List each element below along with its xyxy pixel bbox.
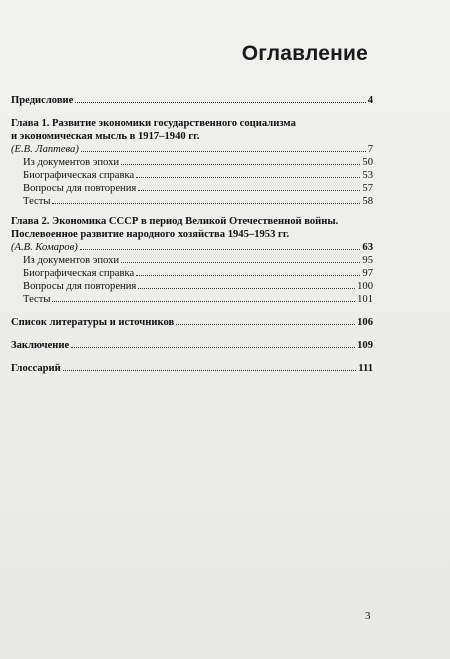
dot-leader — [52, 203, 360, 204]
toc-entry — [11, 195, 373, 208]
toc-entry-label: Из документов эпохи — [23, 255, 120, 266]
dot-leader — [138, 190, 360, 191]
toc-entry-page: 4 — [367, 95, 373, 106]
toc-entry-label: Предисловие — [11, 95, 74, 106]
toc-entry-author — [11, 143, 373, 156]
chapter-title: и экономическая мысль в 1917–1940 гг. — [11, 131, 200, 142]
dot-leader — [176, 324, 355, 325]
toc-entry-label: Тесты — [23, 196, 51, 207]
dot-leader — [75, 102, 365, 103]
toc-entry-page: 53 — [362, 170, 373, 181]
toc-entry-label: Заключение — [11, 340, 70, 351]
toc-entry — [11, 182, 373, 195]
dot-leader — [52, 301, 355, 302]
toc-entry-label: Из документов эпохи — [23, 157, 120, 168]
page-title: Оглавление — [241, 42, 368, 65]
toc-entry-label: Список литературы и источников — [11, 317, 175, 328]
dot-leader — [138, 288, 355, 289]
toc-entry-label: Биографическая справка — [23, 170, 135, 181]
toc-entry-page: 50 — [362, 157, 373, 168]
toc-chapter-1 — [11, 117, 373, 208]
toc-entry-page: 58 — [362, 196, 373, 207]
dot-leader — [71, 347, 355, 348]
toc-entry-preface — [11, 94, 373, 107]
toc-entry-label: Биографическая справка — [23, 268, 135, 279]
table-of-contents — [11, 94, 373, 375]
toc-entry-page: 109 — [357, 340, 373, 351]
toc-entry-label: Вопросы для повторения — [23, 183, 137, 194]
toc-entry-page: 57 — [362, 183, 373, 194]
toc-entry — [11, 267, 373, 280]
toc-entry-label: Тесты — [23, 294, 51, 305]
page-number: 3 — [365, 610, 371, 622]
toc-entry-page: 95 — [362, 255, 373, 266]
toc-entry-conclusion — [11, 339, 373, 352]
toc-entry-page: 106 — [357, 317, 373, 328]
dot-leader — [121, 164, 360, 165]
dot-leader — [80, 249, 361, 250]
dot-leader — [81, 151, 366, 152]
toc-entry-page: 100 — [357, 281, 373, 292]
toc-entry-page: 101 — [357, 294, 373, 305]
author-name: (Е.В. Лаптева) — [11, 144, 79, 155]
toc-chapter-2 — [11, 215, 373, 306]
toc-entry — [11, 156, 373, 169]
toc-entry-author — [11, 241, 373, 254]
chapter-title: Послевоенное развитие народного хозяйства 1945–1953 гг. — [11, 229, 290, 240]
chapter-title: Глава 1. Развитие экономики государственного социализма — [11, 118, 296, 129]
toc-entry-label: Вопросы для повторения — [23, 281, 137, 292]
toc-entry-label: Глоссарий — [11, 363, 61, 374]
toc-entry — [11, 169, 373, 182]
dot-leader — [121, 262, 360, 263]
toc-entry-page: 111 — [358, 363, 373, 374]
toc-entry-page: 97 — [362, 268, 373, 279]
toc-entry-page: 63 — [362, 242, 373, 253]
dot-leader — [63, 370, 357, 371]
dot-leader — [136, 177, 360, 178]
toc-entry — [11, 280, 373, 293]
toc-entry-page: 7 — [367, 144, 373, 155]
dot-leader — [136, 275, 360, 276]
toc-entry-glossary — [11, 362, 373, 375]
chapter-title: Глава 2. Экономика СССР в период Великой Отечественной войны. — [11, 216, 339, 227]
toc-entry-bibliography — [11, 316, 373, 329]
toc-entry — [11, 254, 373, 267]
author-name: (А.В. Комаров) — [11, 242, 78, 253]
toc-entry — [11, 293, 373, 306]
